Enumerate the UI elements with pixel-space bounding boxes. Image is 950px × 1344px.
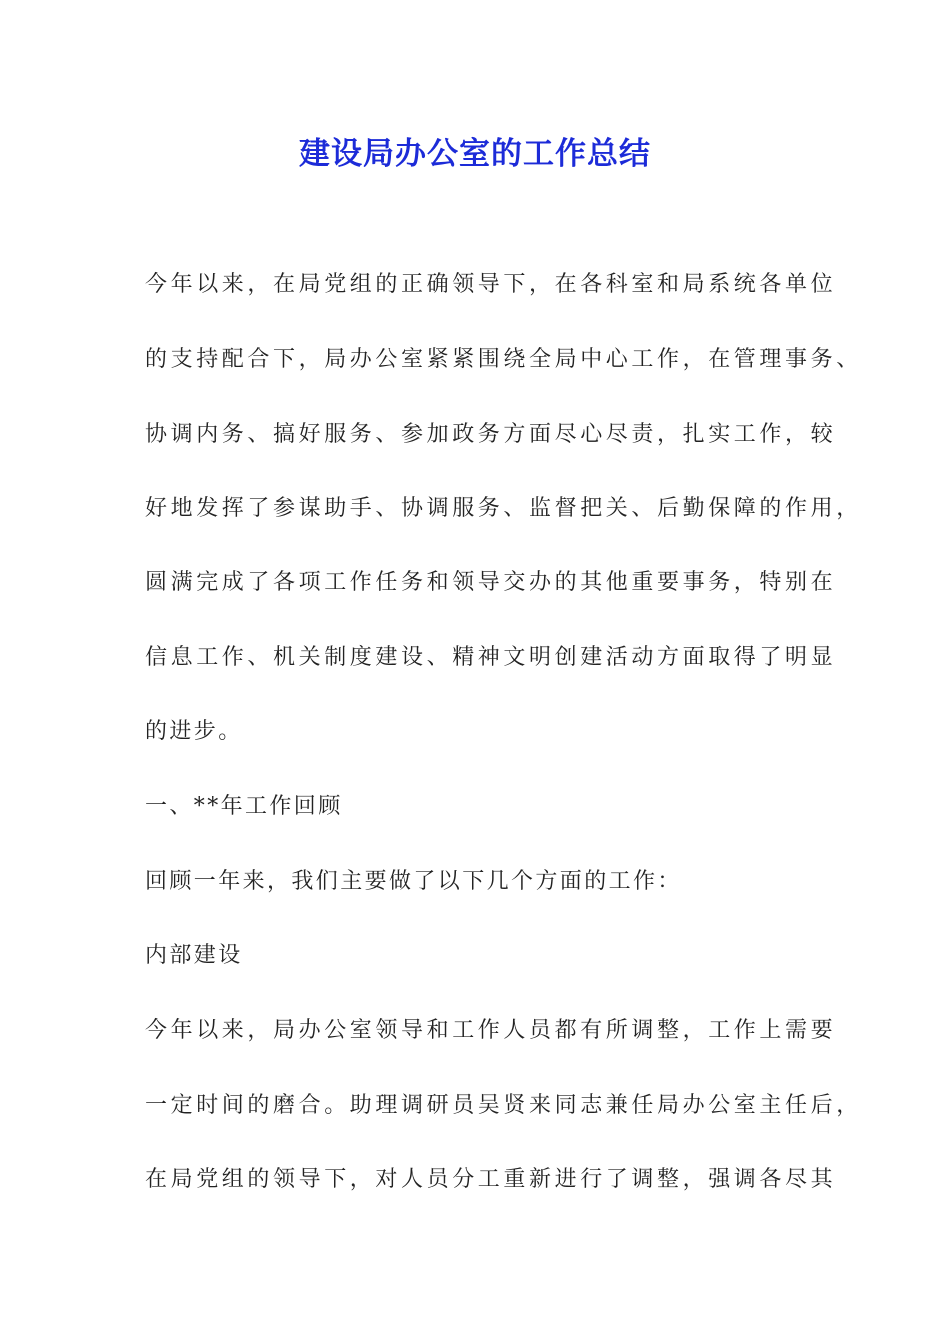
document-title: 建设局办公室的工作总结	[299, 136, 651, 172]
paragraph-line-3: 协调内务、搞好服务、参加政务方面尽心尽责，扎实工作，较	[145, 422, 837, 447]
section-heading-review: 一、**年工作回顾	[145, 794, 343, 819]
paragraph-line-11: 今年以来，局办公室领导和工作人员都有所调整，工作上需要	[145, 1018, 837, 1043]
paragraph-line-6: 信息工作、机关制度建设、精神文明创建活动方面取得了明显	[145, 645, 837, 670]
paragraph-line-9: 回顾一年来，我们主要做了以下几个方面的工作：	[145, 869, 682, 894]
paragraph-line-2: 的支持配合下，局办公室紧紧围绕全局中心工作，在管理事务、	[145, 347, 862, 372]
paragraph-line-12: 一定时间的磨合。助理调研员吴贤来同志兼任局办公室主任后，	[145, 1093, 862, 1118]
subheading-internal-construction: 内部建设	[145, 943, 243, 968]
paragraph-line-5: 圆满完成了各项工作任务和领导交办的其他重要事务，特别在	[145, 570, 837, 595]
paragraph-line-1: 今年以来，在局党组的正确领导下，在各科室和局系统各单位	[145, 272, 837, 297]
paragraph-line-7: 的进步。	[145, 719, 243, 744]
paragraph-line-4: 好地发挥了参谋助手、协调服务、监督把关、后勤保障的作用，	[145, 496, 862, 521]
paragraph-line-13: 在局党组的领导下，对人员分工重新进行了调整，强调各尽其	[145, 1167, 837, 1192]
